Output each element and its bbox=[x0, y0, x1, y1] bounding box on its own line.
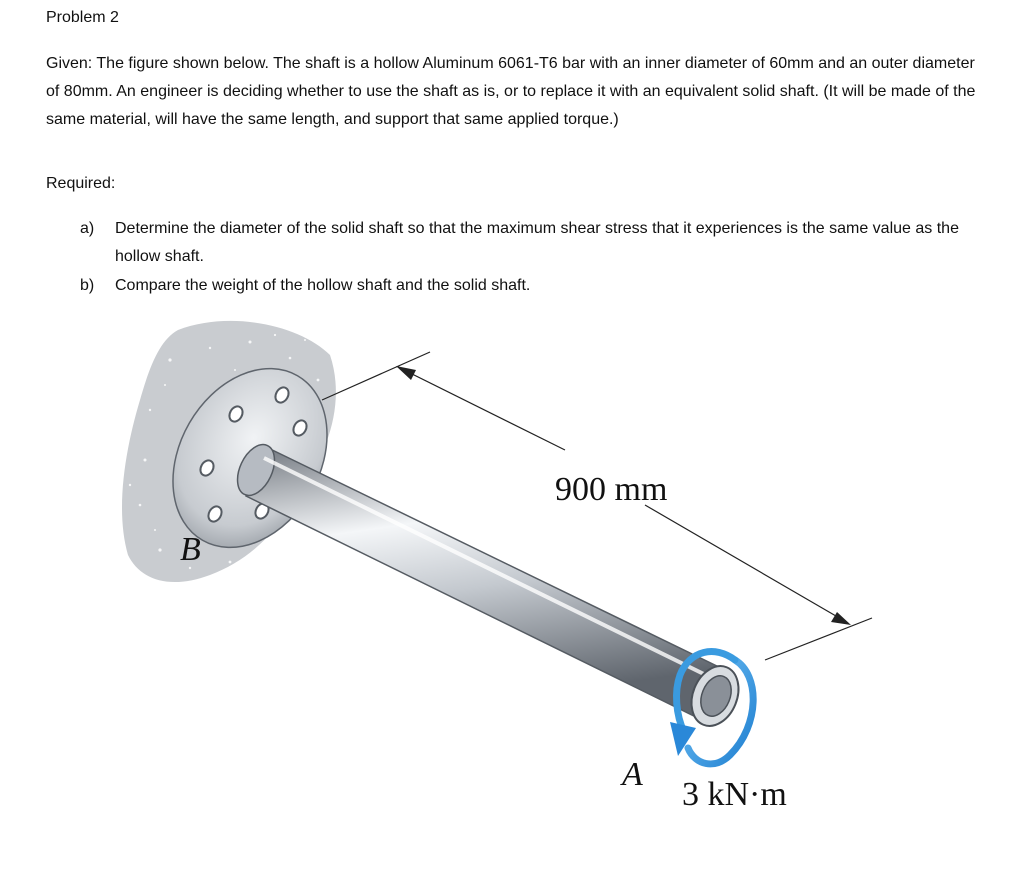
dim-arrowhead-right bbox=[831, 612, 851, 625]
required-item-b-text: Compare the weight of the hollow shaft and the solid shaft. bbox=[115, 277, 531, 294]
required-heading: Required: bbox=[46, 175, 116, 192]
required-item-a-marker: a) bbox=[80, 220, 95, 237]
end-label-a: A bbox=[622, 756, 643, 793]
required-item-a bbox=[80, 215, 980, 271]
given-paragraph: Given: The figure shown below. The shaft is a hollow Aluminum 6061-T6 bar with an inner diameter of 60mm and an outer diameter of 80mm. An engineer is deciding whether to use the shaft as is, or to replace it with an equivalent solid shaft. (It will be made of the same material, will have the same length, and support that same applied torque.) bbox=[46, 55, 976, 128]
required-item-b-marker: b) bbox=[80, 277, 95, 294]
dim-line-lower bbox=[645, 505, 848, 623]
dim-extension-left bbox=[322, 352, 430, 400]
required-list bbox=[0, 0, 1024, 320]
support-label-b: B bbox=[180, 531, 201, 568]
shaft-figure bbox=[0, 300, 1024, 885]
torque-label: 3 kN·m bbox=[682, 776, 787, 813]
required-item-a-text: Determine the diameter of the solid shaft so that the maximum shear stress that it experiences is the same value as the hollow shaft. bbox=[115, 220, 959, 265]
dim-extension-right bbox=[765, 618, 872, 660]
required-item-b bbox=[80, 272, 980, 300]
problem-title: Problem 2 bbox=[46, 9, 119, 26]
length-label: 900 mm bbox=[555, 471, 668, 508]
dim-line-upper bbox=[398, 367, 565, 450]
dim-arrowhead-left bbox=[396, 366, 416, 380]
shaft-diagram bbox=[0, 300, 1024, 885]
